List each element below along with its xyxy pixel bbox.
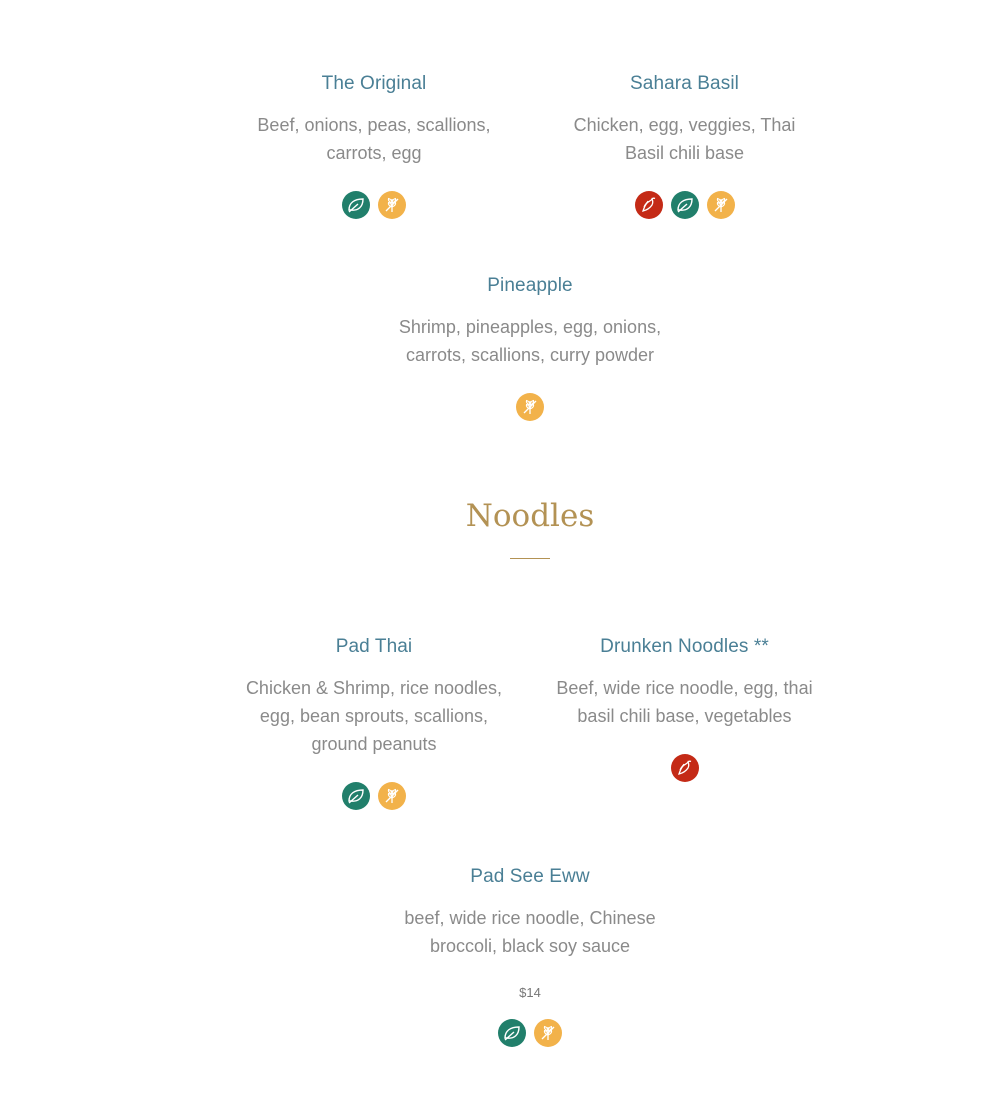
dietary-icons xyxy=(552,754,817,782)
section-title-noodles: Noodles xyxy=(465,498,595,534)
menu-item-description: Beef, onions, peas, scallions, carrots, egg xyxy=(257,115,491,163)
menu-item-pineapple xyxy=(390,274,670,421)
menu-item-description: Chicken, egg, veggies, Thai Basil chili base xyxy=(573,115,796,163)
menu-item-name: Pad Thai xyxy=(335,636,413,657)
menu-item-name: Pineapple xyxy=(487,275,573,296)
menu-item-name: Sahara Basil xyxy=(630,73,739,94)
leaf-icon xyxy=(342,782,370,810)
dietary-icons xyxy=(395,1019,665,1047)
leaf-icon xyxy=(342,191,370,219)
wheat-icon xyxy=(707,191,735,219)
dietary-icons xyxy=(244,782,504,810)
chili-pepper-icon xyxy=(671,754,699,782)
wheat-icon xyxy=(516,393,544,421)
menu-item-name: The Original xyxy=(321,73,427,94)
dietary-icons xyxy=(390,393,670,421)
wheat-icon xyxy=(378,782,406,810)
menu-item-sahara-basil xyxy=(552,72,817,219)
menu-item-drunken-noodles xyxy=(552,635,817,782)
leaf-icon xyxy=(498,1019,526,1047)
menu-item-name: Drunken Noodles ** xyxy=(600,636,769,657)
menu-item-description: Shrimp, pineapples, egg, onions, carrots, scallions, curry powder xyxy=(398,317,662,365)
dietary-icons xyxy=(252,191,496,219)
menu-item-description: beef, wide rice noodle, Chinese broccoli, black soy sauce xyxy=(404,908,656,956)
menu-item-price: $14 xyxy=(519,985,541,1000)
menu-item-description: Beef, wide rice noodle, egg, thai basil chili base, vegetables xyxy=(556,678,813,726)
menu-item-description: Chicken & Shrimp, rice noodles, egg, bean sprouts, scallions, ground peanuts xyxy=(245,678,503,754)
chili-pepper-icon xyxy=(635,191,663,219)
menu-item-the-original xyxy=(252,72,496,219)
menu-item-name: Pad See Eww xyxy=(470,866,590,887)
menu-item-pad-thai xyxy=(244,635,504,810)
dietary-icons xyxy=(552,191,817,219)
wheat-icon xyxy=(378,191,406,219)
wheat-icon xyxy=(534,1019,562,1047)
menu-item-pad-see-eww xyxy=(395,865,665,1047)
leaf-icon xyxy=(671,191,699,219)
section-divider xyxy=(510,558,550,559)
